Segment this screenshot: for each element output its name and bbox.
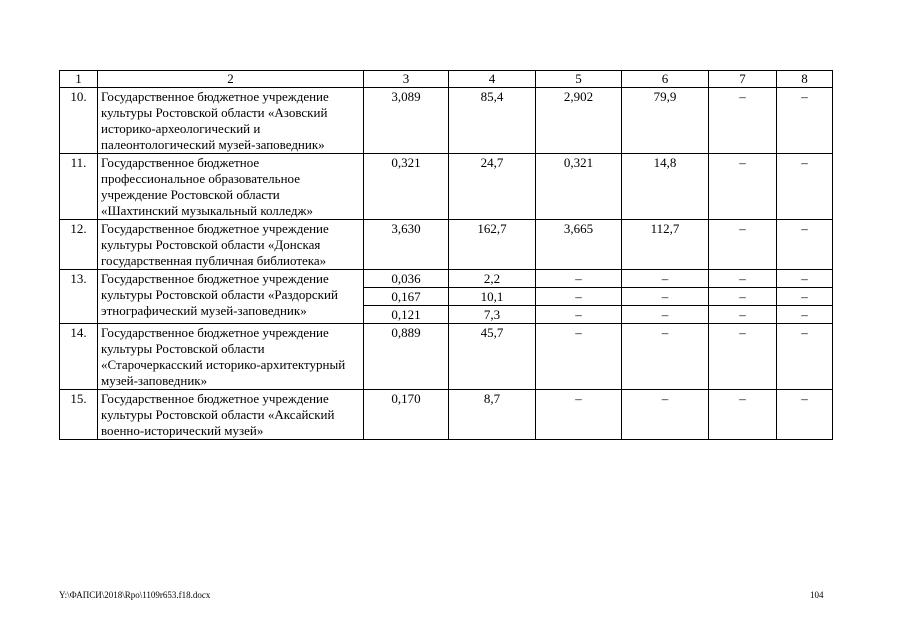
cell-col6: –	[622, 324, 709, 390]
institution-name: Государственное бюджетное учреждение культуры Ростовской области «Раздорский этнографический музей-заповедник»	[98, 270, 364, 324]
institution-name: Государственное бюджетное учреждение культуры Ростовской области «Аксайский военно-исторический музей»	[98, 390, 364, 440]
table-row	[60, 270, 833, 324]
sub-value: 2,2	[449, 270, 535, 288]
sub-value: –	[622, 288, 708, 306]
cell-col3: 0,889	[364, 324, 449, 390]
sub-value: –	[739, 307, 746, 322]
cell-col7: –	[709, 88, 777, 154]
institution-name: Государственное бюджетное учреждение культуры Ростовской области «Донская государственная публичная библиотека»	[98, 220, 364, 270]
page-number: 104	[810, 590, 824, 600]
cell-col6: 112,7	[622, 220, 709, 270]
cell-col4: 162,7	[449, 220, 536, 270]
cell-col5: 2,902	[536, 88, 622, 154]
cell-col5	[536, 270, 622, 324]
cell-col6: 14,8	[622, 154, 709, 220]
table-row	[60, 390, 833, 440]
table-row	[60, 88, 833, 154]
sub-value: –	[575, 307, 582, 322]
sub-value: –	[709, 270, 776, 288]
table-row	[60, 220, 833, 270]
cell-col7	[709, 270, 777, 324]
sub-value: –	[777, 270, 832, 288]
cell-col3: 0,170	[364, 390, 449, 440]
header-cell: 6	[622, 71, 709, 88]
cell-col6	[622, 270, 709, 324]
sub-value: –	[536, 270, 621, 288]
cell-col7: –	[709, 390, 777, 440]
header-cell: 4	[449, 71, 536, 88]
cell-col4: 45,7	[449, 324, 536, 390]
institution-name: Государственное бюджетное учреждение культуры Ростовской области «Старочеркасский историко-архитектурный музей-заповедник»	[98, 324, 364, 390]
header-cell: 7	[709, 71, 777, 88]
sub-value: 0,167	[364, 288, 448, 306]
cell-col5: 0,321	[536, 154, 622, 220]
institution-name: Государственное бюджетное профессиональное образовательное учреждение Ростовской области «Шахтинский музыкальный колледж»	[98, 154, 364, 220]
row-number: 15.	[60, 390, 98, 440]
sub-value: –	[709, 288, 776, 306]
data-table	[59, 70, 833, 440]
sub-value: 7,3	[483, 307, 501, 322]
institution-name: Государственное бюджетное учреждение культуры Ростовской области «Азовский историко-археологический и палеонтологический музей-заповедник»	[98, 88, 364, 154]
header-cell: 5	[536, 71, 622, 88]
cell-col6: 79,9	[622, 88, 709, 154]
cell-col8	[777, 270, 833, 324]
sub-value: 0,121	[391, 307, 421, 322]
cell-col8: –	[777, 88, 833, 154]
cell-col3: 3,089	[364, 88, 449, 154]
header-row	[60, 71, 833, 88]
cell-col3: 0,321	[364, 154, 449, 220]
cell-col7: –	[709, 154, 777, 220]
cell-col4	[449, 270, 536, 324]
cell-col7: –	[709, 220, 777, 270]
cell-col3: 3,630	[364, 220, 449, 270]
header-cell: 8	[777, 71, 833, 88]
cell-col4: 85,4	[449, 88, 536, 154]
cell-col8: –	[777, 324, 833, 390]
sub-value: –	[661, 307, 669, 322]
header-cell: 2	[98, 71, 364, 88]
sub-value: –	[622, 270, 708, 288]
header-cell: 3	[364, 71, 449, 88]
cell-col8: –	[777, 220, 833, 270]
table-row	[60, 154, 833, 220]
cell-col5: –	[536, 324, 622, 390]
sub-value: –	[777, 288, 832, 306]
sub-value: –	[801, 307, 808, 322]
row-number: 10.	[60, 88, 98, 154]
header-cell: 1	[60, 71, 98, 88]
sub-value: –	[536, 288, 621, 306]
cell-col7: –	[709, 324, 777, 390]
cell-col6: –	[622, 390, 709, 440]
sub-value: 0,036	[364, 270, 448, 288]
cell-col4: 24,7	[449, 154, 536, 220]
row-number: 12.	[60, 220, 98, 270]
cell-col8: –	[777, 154, 833, 220]
footer-file-path: Y:\ФАПСИ\2018\Rpo\1109r653.f18.docx	[59, 590, 211, 600]
table-row	[60, 324, 833, 390]
cell-col5: 3,665	[536, 220, 622, 270]
cell-col4: 8,7	[449, 390, 536, 440]
cell-col3	[364, 270, 449, 324]
row-number: 13.	[60, 270, 98, 324]
cell-col5: –	[536, 390, 622, 440]
row-number: 14.	[60, 324, 98, 390]
sub-value: 10,1	[449, 288, 535, 306]
cell-col8: –	[777, 390, 833, 440]
row-number: 11.	[60, 154, 98, 220]
